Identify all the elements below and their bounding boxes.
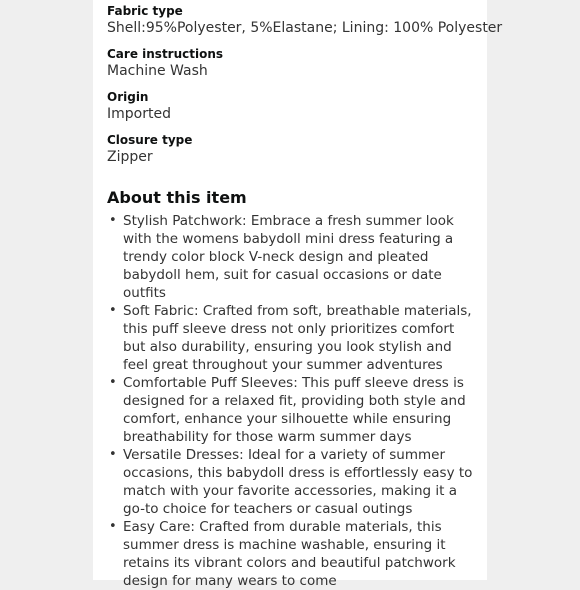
detail-label: Origin (107, 90, 149, 104)
detail-value: Zipper (107, 149, 153, 165)
detail-closure-type (107, 133, 192, 166)
bullet-icon: • (109, 375, 117, 390)
detail-care-instructions (107, 47, 223, 80)
detail-label: Fabric type (107, 4, 183, 18)
detail-value: Machine Wash (107, 63, 208, 79)
detail-value: Imported (107, 106, 171, 122)
bullet-text: Soft Fabric: Crafted from soft, breathable materials, this puff sleeve dress not only prioritizes comfort but also durability, ensuring you look stylish and feel great throughout your summer adventures (123, 303, 472, 373)
bullet-icon: • (109, 519, 117, 534)
bullet-text: Easy Care: Crafted from durable materials, this summer dress is machine washable, ensuring it retains its vibrant colors and beautiful patchwork design for many wears to come (123, 519, 456, 589)
product-details-panel (93, 0, 503, 589)
detail-origin (107, 90, 171, 123)
bullet-text: Versatile Dresses: Ideal for a variety of summer occasions, this babydoll dress is effortlessly easy to match with your favorite accessories, making it a go-to choice for teachers or casual outings (123, 447, 473, 517)
detail-label: Care instructions (107, 47, 224, 61)
list-item (107, 302, 479, 374)
list-item (107, 212, 479, 302)
bullet-icon: • (109, 303, 117, 318)
detail-label: Closure type (107, 133, 193, 147)
list-item (107, 518, 479, 590)
detail-value: Shell:95%Polyester, 5%Elastane; Lining: 100% Polyester (107, 20, 503, 36)
about-this-item-heading: About this item (107, 188, 247, 207)
list-item (107, 446, 479, 518)
bullet-text: Comfortable Puff Sleeves: This puff sleeve dress is designed for a relaxed fit, providing both style and comfort, enhance your silhouette while ensuring breathability for those warm summer days (123, 375, 466, 445)
list-item (107, 374, 479, 446)
bullet-text: Stylish Patchwork: Embrace a fresh summer look with the womens babydoll mini dress featuring a trendy color block V-neck design and pleated babydoll hem, suit for casual occasions or date outfits (123, 213, 454, 301)
about-bullet-list (107, 212, 479, 590)
detail-fabric-type (107, 4, 502, 37)
bullet-icon: • (109, 447, 117, 462)
bullet-icon: • (109, 213, 117, 228)
